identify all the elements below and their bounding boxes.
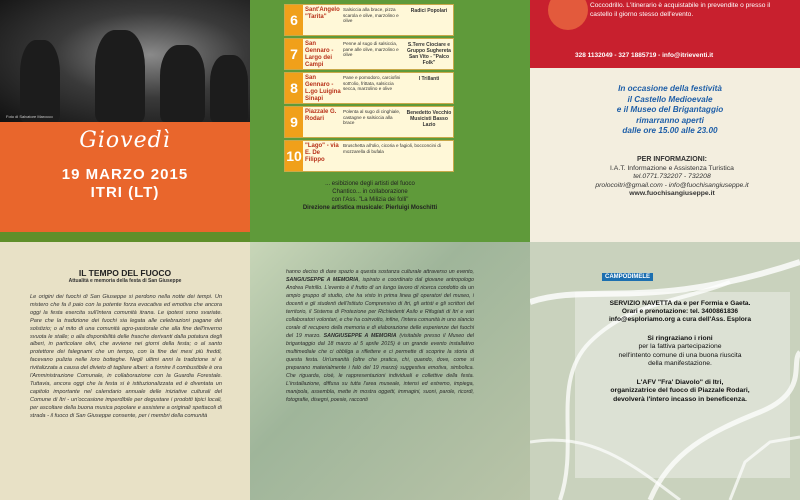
stop-location: "Lago" - via E. De Filippo bbox=[305, 143, 339, 163]
shuttle-info bbox=[580, 300, 780, 325]
itinerary-stop bbox=[284, 106, 454, 138]
shuttle-line: SERVIZIO NAVETTA da e per Formia e Gaeta. bbox=[609, 300, 751, 307]
article-title: IL TEMPO DEL FUOCO bbox=[78, 268, 172, 278]
stop-number: 10 bbox=[285, 141, 303, 171]
festa-line: dalle ore 15.00 alle 23.00 bbox=[622, 126, 718, 135]
itinerary-stop bbox=[284, 4, 454, 36]
shuttle-line: info@esploriamo.org a cura dell'Ass. Esplora bbox=[608, 316, 752, 324]
article-panel bbox=[0, 242, 250, 500]
itinerary-stop bbox=[284, 72, 454, 104]
itinerary-stop bbox=[284, 38, 454, 70]
afv-line: devolverà l'intero incasso in beneficenza. bbox=[613, 395, 747, 403]
stop-music: Radici Popolari bbox=[410, 8, 448, 14]
stop-food: Polenta al sugo di cinghiale, castagne e salsiccia alla brace bbox=[343, 109, 401, 126]
festa-line: rimarranno aperti bbox=[636, 115, 704, 125]
stop-location: Sant'Angelo "Tarita" bbox=[305, 7, 340, 20]
map-label: CAMPODIMELE bbox=[602, 273, 653, 281]
event-name: SANGIUSEPPE A MEMORIA bbox=[323, 333, 397, 339]
opening-hours-note bbox=[590, 84, 750, 137]
festa-line: In occasione della festività bbox=[618, 84, 722, 93]
services-block bbox=[580, 300, 780, 404]
date-banner bbox=[0, 122, 250, 232]
shuttle-line: Orari e prenotazione: tel. 3400861836 bbox=[621, 308, 739, 316]
info-email: prolocoitri@gmail.com - info@fuochisangiuseppe.it bbox=[595, 181, 749, 189]
thanks-line: nell'intento comune di una buona riuscita bbox=[618, 351, 742, 359]
stop-location: San Gennaro - Largo dei Campi bbox=[305, 41, 334, 68]
decorative-circle bbox=[548, 0, 588, 30]
info-iat: I.A.T. Informazione e Assistenza Turistica bbox=[610, 164, 734, 172]
stop-location: Piazzale G. Rodari bbox=[305, 109, 337, 122]
stop-food: Pane e pomodoro, carciofini sott'olio, frittata, salsiccia secca, marzolino e olive bbox=[343, 75, 401, 92]
information-block bbox=[592, 156, 752, 199]
artists-line: Chantico... in collaborazione bbox=[332, 189, 408, 195]
event-photo bbox=[0, 0, 250, 122]
stop-food: Salsiccia alla brace, pizza scarola e olive, marzolino e olive bbox=[343, 7, 399, 24]
info-web: www.fuochisangiuseppe.it bbox=[629, 190, 715, 198]
thanks-line: della manifestazione. bbox=[648, 360, 712, 368]
cover-panel bbox=[0, 0, 250, 242]
article-subtitle: Attualità e memoria della festa di San Giuseppe bbox=[68, 278, 182, 284]
festa-line: il Castello Medioevale bbox=[627, 94, 713, 104]
festa-line: e il Museo del Brigantaggio bbox=[616, 105, 724, 114]
stop-food: Penne al sugo di salsiccia, pane alle olive, marzolino e olive bbox=[343, 41, 399, 58]
stop-music: I Trillanti bbox=[418, 76, 440, 82]
map-panel bbox=[530, 242, 800, 500]
stop-music: Benedetto Vecchio Musicisti Basso Lazio bbox=[406, 110, 452, 128]
artists-line: con l'Ass. "La Milizia dei folli" bbox=[331, 197, 409, 203]
article-body: Le origini dei fuochi di San Giuseppe si perdono nella notte dei tempi. Un mistero che fa il paio con la potente forza evocativa ed emotiva che ancora oggi la festa esercita sull'intera comunità itrana. Le ipotesi sono svariate. Pare che la tradizione dei fuochi sia legata alle celebrazioni pagane del solstizio; o al mito di una comunità agro-pastorale che alla fine dell'inverno svuota le stalle; o alla disponibilità delle frasche derivanti dalla potatura degli alberi, in particolare olivi, che avviene nei giorni della festa; o al santo protettore dei falegnami che un tempo, con la fine dei mesi più freddi, facevano pulizia nelle loro botteghe. Negli ultimi anni la tradizione si è rivitalizzata a causa del divieto di tagliare alberi: a fornire il combustibile è ora l'Amministrazione Comunale, in collaborazione con la Guardia Forestale. Tuttavia, ancora oggi che la festa si è istituzionalizzata ed è diventata un capitolo importante nel calendario annuale delle iniziative culturali del Comune di Itri - un'occasione imperdibile per degustare i prodotti tipici locali, per ascoltare della buona musica popolare e assistere a originali spettacoli di strada - il fuoco di San Giuseppe consente, per i membri della comunità bbox=[30, 294, 222, 419]
itinerary-sale-note: Coccodrillo. L'itinerario è acquistabile in prevendite o presso il castello il giorno stesso dell'evento. bbox=[590, 2, 771, 18]
article-continued-panel bbox=[250, 242, 530, 500]
event-day: Giovedì bbox=[79, 128, 171, 153]
red-header bbox=[530, 0, 800, 68]
contact-phones: 328 1132049 - 327 1885719 - info@itrieventi.it bbox=[575, 52, 714, 59]
photo-credit: Foto di Salvatore Marocco bbox=[6, 114, 53, 119]
stop-number: 6 bbox=[285, 5, 303, 35]
artists-credits bbox=[270, 180, 470, 212]
thanks-line: Si ringraziano i rioni bbox=[647, 334, 713, 342]
info-tel: tel.0771.732207 - 732208 bbox=[633, 173, 711, 181]
thanks-line: per la fattiva partecipazione bbox=[638, 343, 722, 351]
thanks-note bbox=[580, 335, 780, 369]
info-title: PER INFORMAZIONI: bbox=[637, 156, 707, 163]
event-place: ITRI (LT) bbox=[90, 184, 160, 201]
event-name: SANGIUSEPPE A MEMORIA bbox=[286, 277, 359, 283]
stop-number: 7 bbox=[285, 39, 303, 69]
afv-line: organizzatrice del fuoco di Piazzale Rodari, bbox=[610, 387, 750, 395]
event-date: 19 MARZO 2015 bbox=[61, 166, 189, 183]
stop-music: S.Terre Ciociare e Gruppo Sughereta San Vito - "Palco Folk" bbox=[407, 42, 451, 66]
musical-direction: Direzione artistica musicale: Pierluigi Moschitti bbox=[302, 205, 438, 211]
text-run: hanno deciso di dare spazio a questa sostanza culturale attraverso un evento, bbox=[286, 269, 474, 275]
green-stripe bbox=[0, 232, 250, 242]
stop-number: 8 bbox=[285, 73, 303, 103]
itinerary-stop bbox=[284, 140, 454, 172]
stop-location: San Gennaro - L.go Luigina Sinapi bbox=[305, 75, 341, 102]
text-run: (visitabile presso il Museo del brigantaggio dal 18 marzo al 5 aprile 2015) è un grande evento installativo multimediale che ci obbliga a riflettere e ci permette di scoprire la storia di questa festa. Un'umanità (oltre che pratica, chi, quando, dove, come si preparano materialmente i falò del 19 marzo) suggestiva emotiva, simbolica. Che riguarda, cioè, le rappresentazioni individuali e collettive della festa. L'installazione, diffusa su tutta l'area museale, intensi ed estremo, impiega, manipola, assembla, mette in mostra oggetti, immagini, suoni, parole, ricordi, fotografie, disegni, poesie, racconti bbox=[286, 333, 474, 403]
charity-note bbox=[580, 379, 780, 405]
stop-food: Bruschetta all'olio, cicoria e fagioli, bocconcini di mozzarella di bufala bbox=[343, 143, 441, 154]
itinerary-panel bbox=[250, 0, 530, 242]
text-run: , ispirato e coordinato dal giovane antropologo Andrea Petrillo. L'evento è il frutto di un lungo lavoro di ricerca condotto da un ampio gruppo di studio, che ha visto in prima linea gli operatori del museo, i docenti e gli studenti dell'Istituto Comprensivo di Itri, gli artisti e gli scrittori del territorio, il Sistema di Protezione per Richiedenti Asilo e Rifugiati di Itri e vari collaboratori volontari, e che ha coinvolto, infine, l'intera comunità in uno slancio corale di recupero della memoria e di elaborazione delle esperienze dei fuochi del 19 marzo. bbox=[286, 277, 474, 339]
stop-number: 9 bbox=[285, 107, 303, 137]
artists-line: ... esibizione degli artisti del fuoco bbox=[325, 181, 415, 187]
info-panel bbox=[530, 0, 800, 242]
afv-line: L'AFV "Fra' Diavolo" di Itri, bbox=[636, 378, 724, 386]
article-continued-body bbox=[286, 268, 474, 404]
